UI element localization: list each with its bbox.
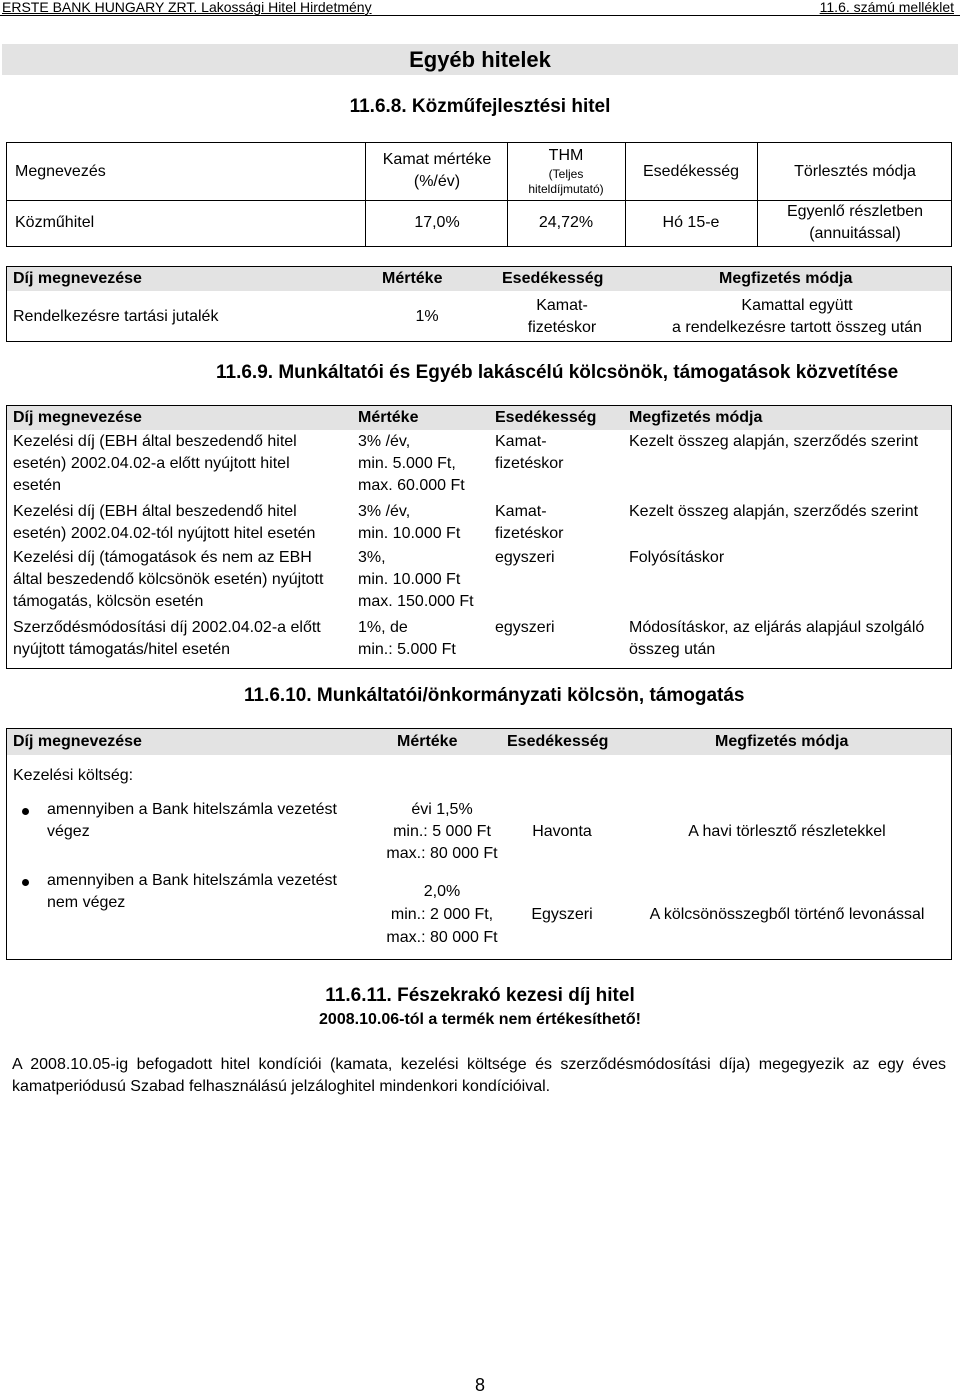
row-thm: 24,72% <box>538 214 594 231</box>
fee2-row-name: Kezelési díj (támogatások és nem az EBH által beszedendő kölcsönök esetén) nyújtott támogatás, kölcsön esetén <box>13 549 324 610</box>
product-table <box>6 142 952 247</box>
fee-table-1 <box>6 266 952 342</box>
col-thm: THM <box>548 147 584 164</box>
fee-table-2 <box>6 405 952 669</box>
section-heading-11-6-11: 11.6.11. Fészekrakó kezesi díj hitel <box>325 985 635 1006</box>
page-title: Egyéb hitelek <box>2 44 958 75</box>
fee2-header-amount: Mértéke <box>358 409 419 426</box>
subheading-not-for-sale: 2008.10.06-tól a termék nem értékesíthető! <box>319 1011 641 1028</box>
fee3-header-due: Esedékesség <box>507 733 609 750</box>
fee3-row-name: amennyiben a Bank hitelszámla vezetést nem végez <box>47 872 337 911</box>
fee3-row-due: Havonta <box>532 823 592 840</box>
fee-row-name: Rendelkezésre tartási jutalék <box>13 308 219 325</box>
fee-header-pay: Megfizetés módja <box>719 270 853 287</box>
fee2-row-amount: 1%, de min.: 5.000 Ft <box>358 619 456 658</box>
fee-row-due: Kamat- fizetéskor <box>527 297 597 336</box>
fee2-row-amount: 3%, min. 10.000 Ft max. 150.000 Ft <box>358 549 474 610</box>
col-due: Esedékesség <box>642 163 740 180</box>
section-heading-11-6-9: 11.6.9. Munkáltatói és Egyéb lakáscélú kölcsönök, támogatások közvetítése <box>216 362 899 383</box>
section-heading-11-6-10: 11.6.10. Munkáltatói/önkormányzati kölcsön, támogatás <box>244 685 745 706</box>
fee3-header-pay: Megfizetés módja <box>715 733 849 750</box>
fee2-row-pay: Kezelt összeg alapján, szerződés szerint <box>629 433 919 450</box>
fee3-row-pay: A havi törlesztő részletekkel <box>688 823 886 840</box>
fee-header-amount: Mértéke <box>382 270 443 287</box>
row-due: Hó 15-e <box>662 214 720 231</box>
bullet-icon <box>22 879 29 886</box>
fee-row-amount: 1% <box>415 308 439 325</box>
row-repay: Egyenlő részletben (annuitással) <box>786 203 924 242</box>
fee2-row-pay: Folyósításkor <box>629 549 725 566</box>
fee3-header-name: Díj megnevezése <box>13 733 142 750</box>
fee2-row-amount: 3% /év, min. 5.000 Ft, max. 60.000 Ft <box>358 433 465 494</box>
col-repay: Törlesztés módja <box>794 163 916 180</box>
fee-header-name: Díj megnevezése <box>13 270 142 287</box>
fee2-header-pay: Megfizetés módja <box>629 409 763 426</box>
section-heading-11-6-8: 11.6.8. Közműfejlesztési hitel <box>349 96 611 117</box>
fee2-row-pay: Kezelt összeg alapján, szerződés szerint <box>629 503 919 520</box>
header-left: ERSTE BANK HUNGARY ZRT. Lakossági Hitel Hirdetmény <box>2 0 372 15</box>
bullet-icon <box>22 808 29 815</box>
fee2-row-amount: 3% /év, min. 10.000 Ft <box>358 503 461 542</box>
fee2-row-name: Szerződésmódosítási díj 2002.04.02-a előtt nyújtott támogatás/hitel esetén <box>13 619 321 658</box>
row-rate: 17,0% <box>414 214 460 231</box>
fee2-row-due: egyszeri <box>495 619 555 636</box>
fee2-row-name: Kezelési díj (EBH által beszedendő hitel esetén) 2002.04.02-tól nyújtott hitel esetén <box>13 503 316 542</box>
col-rate: Kamat mértéke (%/év) <box>382 151 492 190</box>
fee2-header-due: Esedékesség <box>495 409 597 426</box>
fee2-header-name: Díj megnevezése <box>13 409 142 426</box>
header-right: 11.6. számú melléklet <box>819 0 954 15</box>
col-thm-sub: (Teljes hiteldíjmutató) <box>528 167 604 196</box>
fee3-row-amount: 2,0% min.: 2 000 Ft, max.: 80 000 Ft <box>386 883 498 946</box>
fee3-row-pay: A kölcsönösszegből történő levonással <box>649 906 925 923</box>
fee-table-3 <box>6 728 952 960</box>
fee2-row-name: Kezelési díj (EBH által beszedendő hitel esetén) 2002.04.02-a előtt nyújtott hitel esetén <box>13 433 297 494</box>
fee3-row-due: Egyszeri <box>531 906 593 923</box>
paragraph-conditions: A 2008.10.05-ig befogadott hitel kondíciói (kamata, kezelési költsége és szerződésmódosítási díja) megegyezik az egy éves kamatperiódusú Szabad felhasználású jelzáloghitel mindenkori kondícióival. <box>12 1056 946 1095</box>
fee2-row-due: Kamat- fizetéskor <box>495 503 564 542</box>
page-number: 8 <box>474 1375 485 1395</box>
fee2-row-due: Kamat- fizetéskor <box>495 433 564 472</box>
fee3-row-name: amennyiben a Bank hitelszámla vezetést végez <box>47 801 337 840</box>
fee3-row-amount: évi 1,5% min.: 5 000 Ft max.: 80 000 Ft <box>386 801 498 862</box>
fee-header-due: Esedékesség <box>502 270 604 287</box>
page-header <box>0 0 960 16</box>
fee3-header-amount: Mértéke <box>397 733 458 750</box>
fee3-label: Kezelési költség: <box>13 767 134 784</box>
fee2-row-pay: Módosításkor, az eljárás alapjául szolgáló összeg után <box>629 619 925 658</box>
col-name: Megnevezés <box>15 163 106 180</box>
fee-row-pay: Kamattal együtt a rendelkezésre tartott összeg után <box>672 297 922 336</box>
fee2-row-due: egyszeri <box>495 549 555 566</box>
row-name: Közműhitel <box>15 214 95 231</box>
